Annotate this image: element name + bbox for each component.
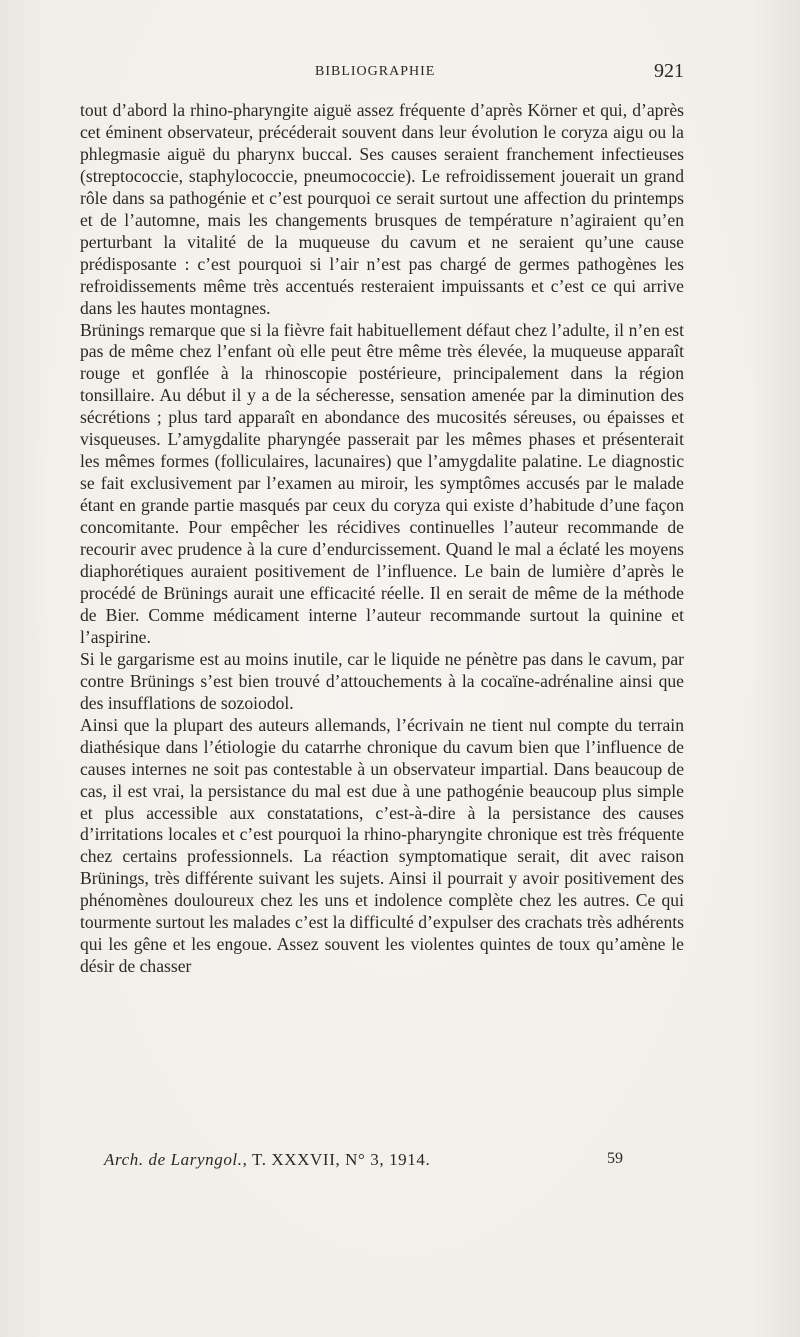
journal-title: Arch. de Laryngol.: [104, 1150, 243, 1169]
journal-citation: [104, 1150, 430, 1170]
body-text: [80, 100, 684, 978]
page-footer: [80, 1150, 684, 1174]
paragraph: Brünings remarque que si la fièvre fait habituellement défaut chez l’adulte, il n’en est pas de même chez l’enfant où elle peut être même très élevée, la muqueuse apparaît rouge et gonflée à la rhinoscopie postérieure, principalement dans la région tonsillaire. Au début il y a de la sécheresse, sensation amenée par la diminution des sécrétions ; plus tard apparaît en abondance des mucosités séreuses, ou épaisses et visqueuses. L’amygdalite pharyngée passerait par les mêmes phases et présenterait les mêmes formes (folliculaires, lacunaires) que l’amygdalite palatine. Le diagnostic se fait exclusivement par l’examen au miroir, les symptômes accusés par le malade étant en grande partie masqués par ceux du coryza qui existe d’habitude d’une façon concomitante. Pour empêcher les récidives continuelles l’auteur recommande de recourir avec prudence à la cure d’endurcissement. Quand le mal a éclaté les moyens diaphorétiques auraient positivement de l’influence. Le bain de lumière d’après le procédé de Brünings aurait une efficacité réelle. Il en serait de même de la méthode de Bier. Comme médicament interne l’auteur recommande surtout la quinine et l’aspirine.: [80, 319, 684, 647]
signature-mark: 59: [607, 1150, 623, 1167]
page-number: 921: [654, 60, 684, 82]
paragraph: tout d’abord la rhino-pharyngite aiguë assez fréquente d’après Körner et qui, d’après cet éminent observateur, précéderait souvent dans leur évolution le coryza aigu ou la phlegmasie aiguë du pharynx buccal. Ses causes seraient franchement infectieuses (streptococcie, staphylococcie, pneumococcie). Le refroidissement jouerait un grand rôle dans sa pathogénie et c’est pourquoi ce serait surtout une affection du printemps et de l’automne, mais les changements brusques de température n’agiraient qu’en perturbant la vitalité de la muqueuse du cavum et ne seraient qu’une cause prédisposante : c’est pourquoi si l’air n’est pas chargé de germes pathogènes les refroidissements même très accentués resteraient impuissants et c’est ce qui arrive dans les hautes montagnes.: [80, 100, 684, 318]
running-title: BIBLIOGRAPHIE: [315, 64, 436, 79]
paragraph: Ainsi que la plupart des auteurs allemands, l’écrivain ne tient nul compte du terrain diathésique dans l’étiologie du catarrhe chronique du cavum bien que l’influence de causes internes ne soit pas contestable à un observateur impartial. Dans beaucoup de cas, il est vrai, la persistance du mal est due à une pathogénie beaucoup plus simple et plus accessible aux constatations, c’est-à-dire à la persistance des causes d’irritations locales et c’est pourquoi la rhino-pharyngite chronique est très fréquente chez certains professionnels. La réaction symptomatique serait, dit avec raison Brünings, très différente suivant les sujets. Ainsi il pourrait y avoir positivement des phénomènes douloureux chez les uns et indolence complète chez les autres. Ce qui tourmente surtout les malades c’est la difficulté d’expulser des crachats très adhérents qui les gêne et les engoue. Assez souvent les violentes quintes de toux qu’amène le désir de chasser: [80, 714, 684, 977]
volume-info: , T. XXXVII, N° 3, 1914.: [242, 1150, 431, 1169]
paragraph: Si le gargarisme est au moins inutile, car le liquide ne pénètre pas dans le cavum, par contre Brünings s’est bien trouvé d’attouchements à la cocaïne-adrénaline ainsi que des insufflations de sozoiodol.: [80, 648, 684, 713]
page-header: [80, 62, 684, 86]
